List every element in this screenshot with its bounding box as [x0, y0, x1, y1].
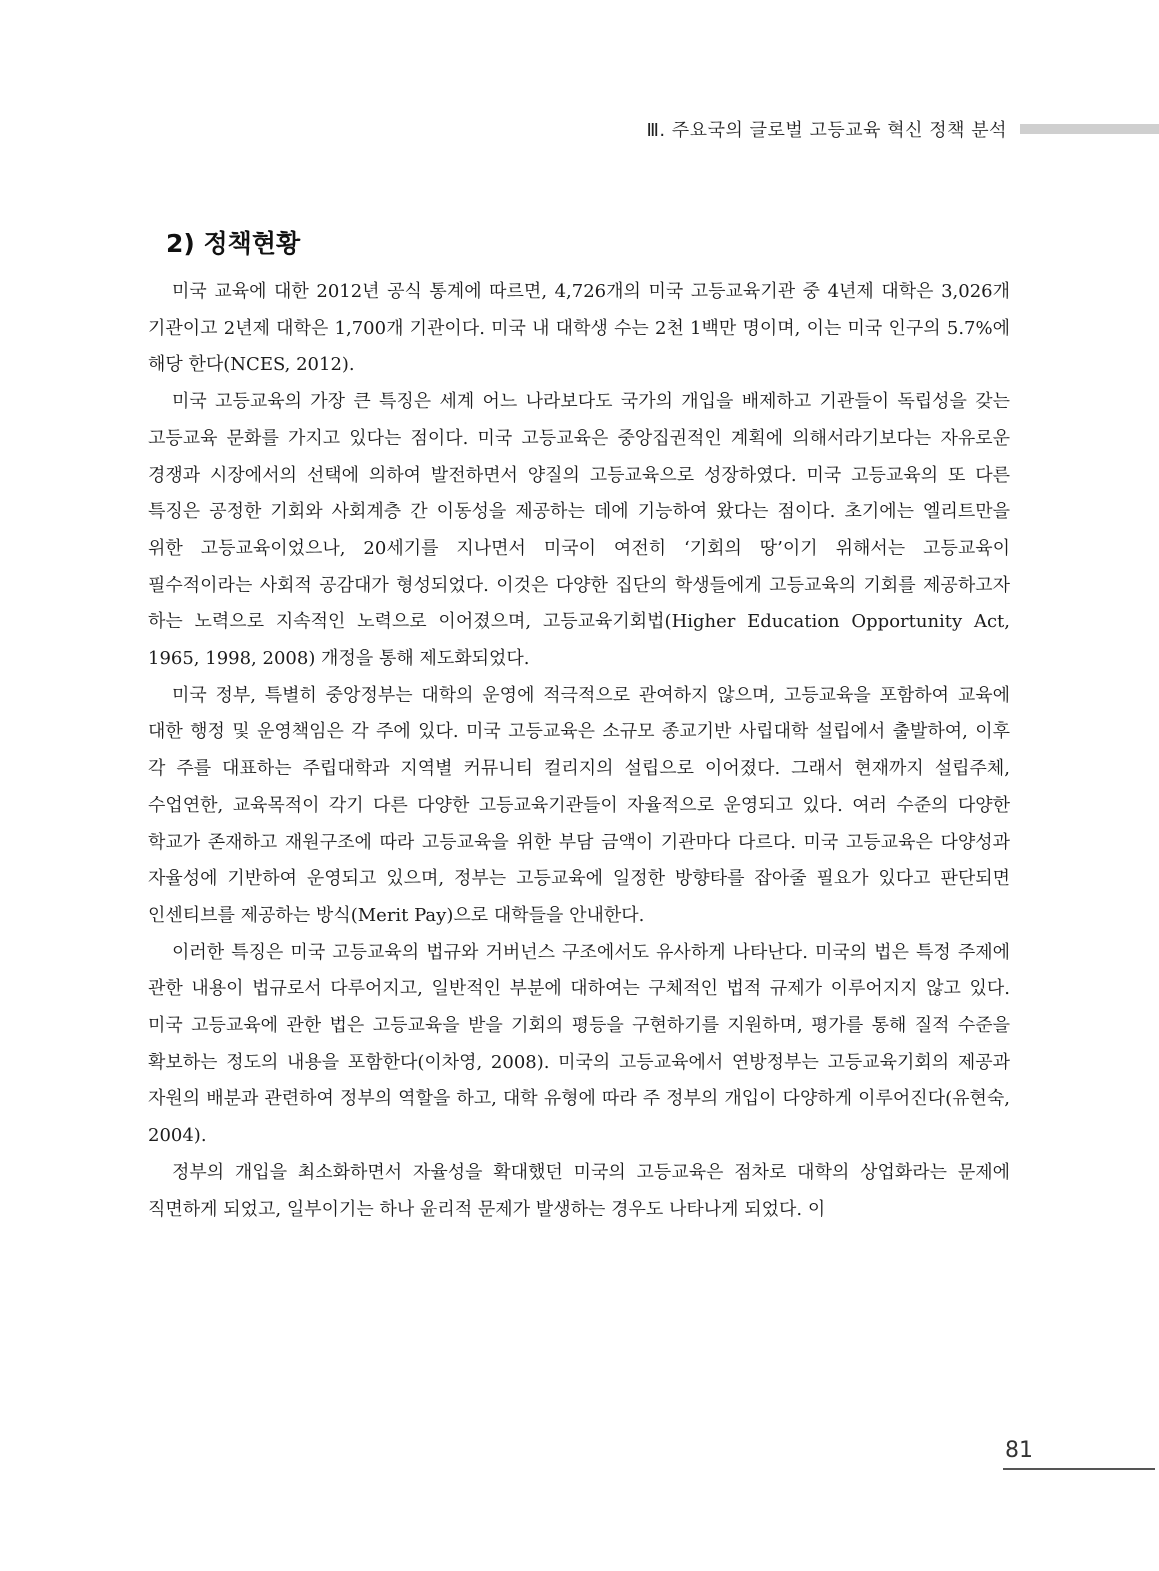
paragraph-3: 미국 정부, 특별히 중앙정부는 대학의 운영에 적극적으로 관여하지 않으며, 고등교육을 포함하여 교육에 대한 행정 및 운영책임은 각 주에 있다. 미국 고등교육은 소규모 종교기반 사립대학 설립에서 출발하여, 이후 각 주를 대표하는 주립대학과 지역별 커뮤니티 컬리지의 설립으로 이어졌다. 그래서 현재까지 설립주체, 수업연한, 교육목적이 각기 다른 다양한 고등교육기관들이 자율적으로 운영되고 있다. 여러 수준의 다양한 학교가 존재하고 재원구조에 따라 고등교육을 위한 부담 금액이 기관마다 다르다. 미국 고등교육은 다양성과 자율성에 기반하여 운영되고 있으며, 정부는 고등교육에 일정한 방향타를 잡아줄 필요가 있다고 판단되면 인센티브를 제공하는 방식(Merit Pay)으로 대학들을 안내한다.	[148, 684, 1010, 926]
section-title: 2) 정책현황	[166, 229, 301, 258]
header-bar	[1020, 124, 1159, 134]
paragraph-5: 정부의 개입을 최소화하면서 자율성을 확대했던 미국의 고등교육은 점차로 대학의 상업화라는 문제에 직면하게 되었고, 일부이기는 하나 윤리적 문제가 발생하는 경우도 나타나게 되었다. 이	[148, 1161, 1010, 1220]
body-text	[148, 274, 1010, 1228]
footer-rule	[1003, 1468, 1155, 1470]
paragraph-2: 미국 고등교육의 가장 큰 특징은 세계 어느 나라보다도 국가의 개입을 배제하고 기관들이 독립성을 갖는 고등교육 문화를 가지고 있다는 점이다. 미국 고등교육은 중앙집권적인 계획에 의해서라기보다는 자유로운 경쟁과 시장에서의 선택에 의하여 발전하면서 양질의 고등교육으로 성장하였다. 미국 고등교육의 또 다른 특징은 공정한 기회와 사회계층 간 이동성을 제공하는 데에 기능하여 왔다는 점이다. 초기에는 엘리트만을 위한 고등교육이었으나, 20세기를 지나면서 미국이 여전히 ‘기회의 땅’이기 위해서는 고등교육이 필수적이라는 사회적 공감대가 형성되었다. 이것은 다양한 집단의 학생들에게 고등교육의 기회를 제공하고자 하는 노력으로 지속적인 노력으로 이어졌으며, 고등교육기회법(Higher Education Opportunity Act, 1965, 1998, 2008) 개정을 통해 제도화되었다.	[148, 391, 1010, 670]
running-header: Ⅲ. 주요국의 글로벌 고등교육 혁신 정책 분석	[646, 120, 1007, 141]
paragraph-1: 미국 교육에 대한 2012년 공식 통계에 따르면, 4,726개의 미국 고등교육기관 중 4년제 대학은 3,026개 기관이고 2년제 대학은 1,700개 기관이다. 미국 내 대학생 수는 2천 1백만 명이며, 이는 미국 인구의 5.7%에 해당 한다(NCES, 2012).	[148, 281, 1010, 376]
paragraph-4: 이러한 특징은 미국 고등교육의 법규와 거버넌스 구조에서도 유사하게 나타난다. 미국의 법은 특정 주제에 관한 내용이 법규로서 다루어지고, 일반적인 부분에 대하여는 구체적인 법적 규제가 이루어지지 않고 있다. 미국 고등교육에 관한 법은 고등교육을 받을 기회의 평등을 구현하기를 지원하며, 평가를 통해 질적 수준을 확보하는 정도의 내용을 포함한다(이차영, 2008). 미국의 고등교육에서 연방정부는 고등교육기회의 제공과 자원의 배분과 관련하여 정부의 역할을 하고, 대학 유형에 따라 주 정부의 개입이 다양하게 이루어진다(유현숙, 2004).	[148, 941, 1010, 1147]
page-number: 81	[1005, 1438, 1033, 1463]
